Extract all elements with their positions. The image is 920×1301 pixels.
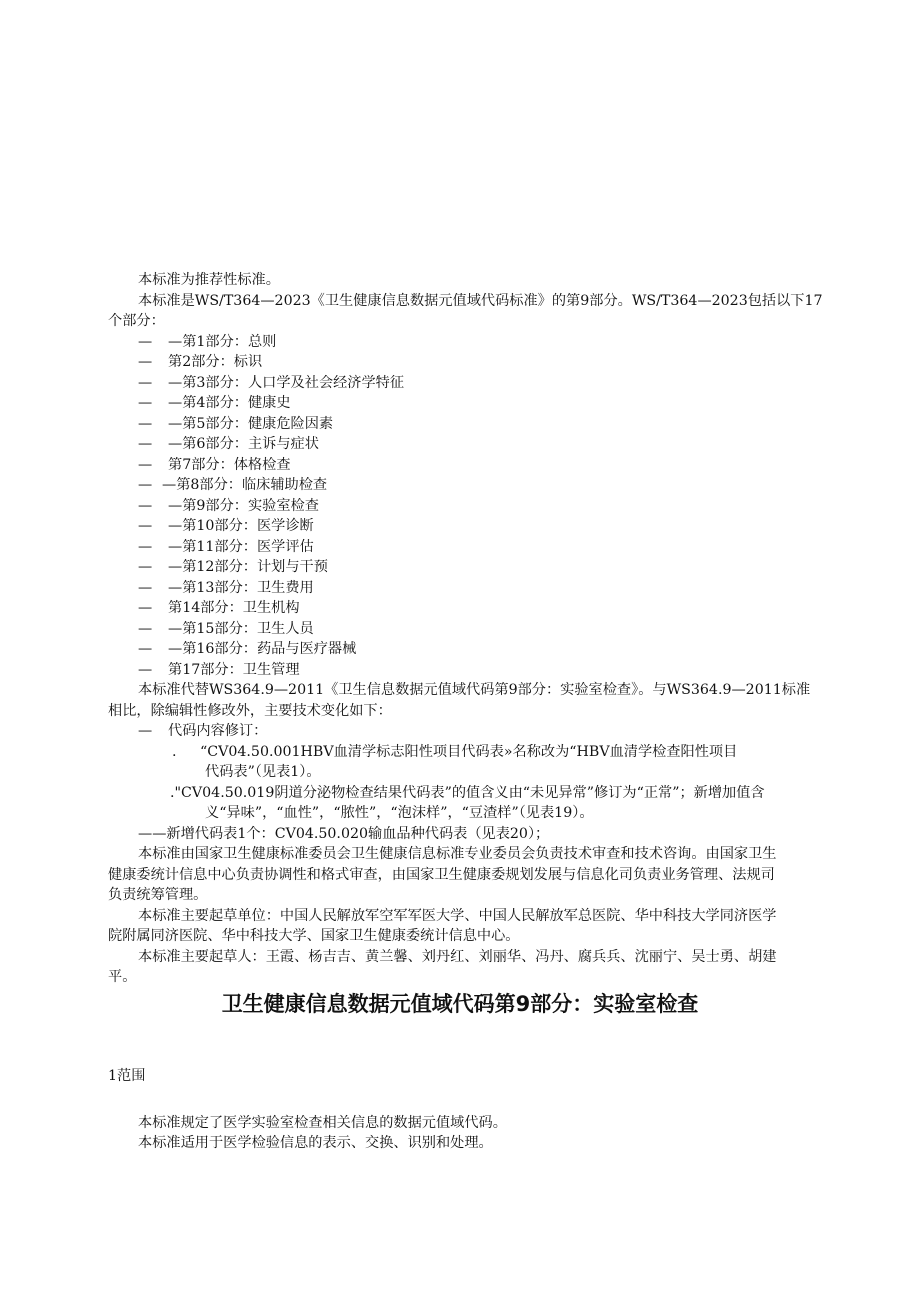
intro-paragraph-1: 本标准为推荐性标准。 bbox=[138, 272, 280, 288]
part-item: — —第5部分：健康危险因素 bbox=[138, 416, 334, 432]
part-item: — —第3部分：人口学及社会经济学特征 bbox=[138, 375, 405, 391]
changes-added-table: ——新增代码表1个：CV04.50.020输血品种代码表（见表20）； bbox=[138, 826, 550, 842]
replace-paragraph-line-1: 本标准代替WS364.9—2011《卫生信息数据元值域代码第9部分：实验室检查》。与WS364.9—2011标准 bbox=[138, 682, 811, 698]
responsibility-line-3: 负责统筹管理。 bbox=[108, 887, 208, 903]
part-item: — 第2部分：标识 bbox=[138, 354, 263, 370]
part-item: — —第11部分：医学评估 bbox=[138, 539, 314, 555]
part-item: — 第7部分：体格检查 bbox=[138, 457, 291, 473]
document-title: 卫生健康信息数据元值域代码第9部分：实验室检查 bbox=[221, 992, 699, 1016]
part-item: — —第16部分：药品与医疗器械 bbox=[138, 641, 357, 657]
responsibility-line-2: 健康委统计信息中心负责协调性和格式审查，由国家卫生健康委规划发展与信息化司负责业务管理、法规司 bbox=[108, 867, 775, 883]
change-item-1-marker: . bbox=[172, 744, 177, 760]
change-item-1-line-1: “CV04.50.001HBV血清学标志阳性项目代码表»名称改为“HBV血清学检查阳性项目 bbox=[200, 744, 738, 760]
intro-paragraph-2-line-2: 个部分： bbox=[108, 313, 165, 329]
part-item: — —第10部分：医学诊断 bbox=[138, 518, 314, 534]
part-item: — —第15部分：卫生人员 bbox=[138, 621, 314, 637]
drafting-units-line-1: 本标准主要起草单位：中国人民解放军空军军医大学、中国人民解放军总医院、华中科技大学同济医学 bbox=[138, 908, 777, 924]
part-item: — —第13部分：卫生费用 bbox=[138, 580, 314, 596]
part-item: — —第12部分：计划与干预 bbox=[138, 559, 328, 575]
part-item: — —第9部分：实验室检查 bbox=[138, 498, 319, 514]
intro-paragraph-2-line-1: 本标准是WS/T364—2023《卫生健康信息数据元值域代码标准》的第9部分。WS/T364—2023包括以下17 bbox=[138, 293, 823, 309]
part-item: — —第8部分：临床辅助检查 bbox=[138, 477, 328, 493]
part-item: — 第17部分：卫生管理 bbox=[138, 662, 300, 678]
scope-paragraph-1: 本标准规定了医学实验室检查相关信息的数据元值域代码。 bbox=[138, 1115, 507, 1131]
changes-heading: — 代码内容修订： bbox=[138, 723, 268, 739]
responsibility-line-1: 本标准由国家卫生健康标准委员会卫生健康信息标准专业委员会负责技术审查和技术咨询。由国家卫生 bbox=[138, 846, 777, 862]
drafters-line-2: 平。 bbox=[108, 969, 137, 985]
change-item-2-line-1: ."CV04.50.019阴道分泌物检查结果代码表”的值含义由“未见异常”修订为“正常”；新增加值含 bbox=[170, 785, 765, 801]
part-item: — —第6部分：主诉与症状 bbox=[138, 436, 319, 452]
part-item: — 第14部分：卫生机构 bbox=[138, 600, 300, 616]
part-item: — —第1部分：总则 bbox=[138, 334, 277, 350]
section-heading-scope: 1范围 bbox=[108, 1068, 146, 1084]
replace-paragraph-line-2: 相比，除编辑性修改外，主要技术变化如下： bbox=[108, 703, 392, 719]
drafters-line-1: 本标准主要起草人：王霞、杨吉吉、黄兰馨、刘丹红、刘丽华、冯丹、腐兵兵、沈丽宁、吴士勇、胡建 bbox=[138, 949, 777, 965]
change-item-2-line-2: 义“异味”，“血性”，“脓性”，“泡沫样”，“豆渣样”（见表19）。 bbox=[205, 805, 594, 821]
part-item: — —第4部分：健康史 bbox=[138, 395, 291, 411]
drafting-units-line-2: 院附属同济医院、华中科技大学、国家卫生健康委统计信息中心。 bbox=[108, 928, 520, 944]
change-item-1-line-2: 代码表”（见表1）。 bbox=[205, 764, 321, 780]
scope-paragraph-2: 本标准适用于医学检验信息的表示、交换、识别和处理。 bbox=[138, 1135, 493, 1151]
